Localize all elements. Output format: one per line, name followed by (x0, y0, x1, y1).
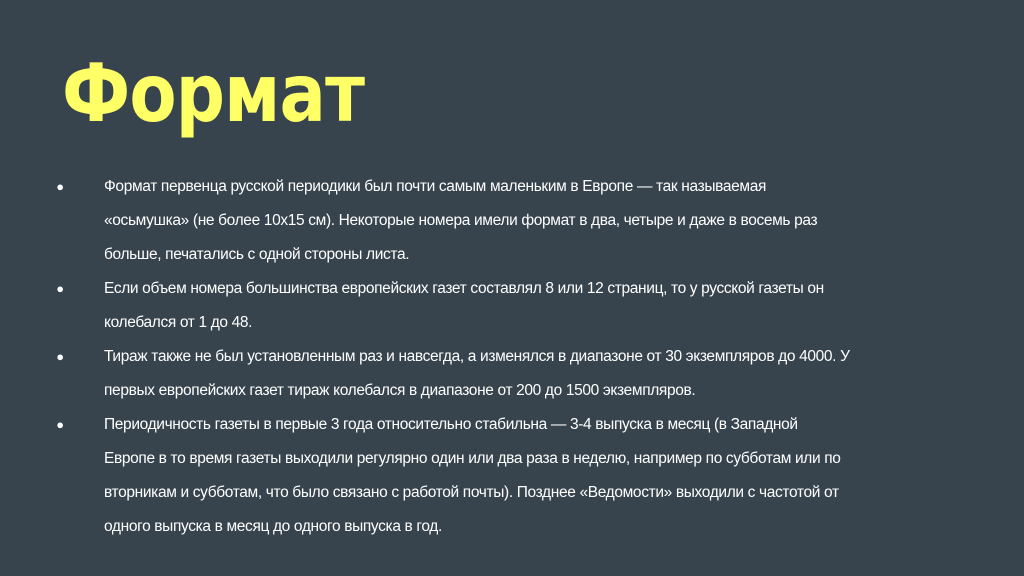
bullet-dot-icon: ● (56, 417, 64, 432)
bullet-dot-icon: ● (56, 281, 64, 296)
bullet-list (52, 170, 852, 544)
bullet-item-circulation (52, 340, 852, 408)
slide-title: Формат (62, 47, 365, 140)
bullet-text: Тираж также не был установленным раз и навсегда, а изменялся в диапазоне от 30 экземпляров до 4000. У первых европейских газет тираж колебался в диапазоне от 200 до 1500 экземпляров. (104, 348, 850, 399)
bullet-text: Периодичность газеты в первые 3 года относительно стабильна — 3-4 выпуска в месяц (в Западной Европе в то время газеты выходили регулярно один или два раза в неделю, например по субботам или по вторникам и субботам, что было связано с работой почты). Позднее «Ведомости» выходили с частотой от одного выпуска в месяц до одного выпуска в год. (104, 416, 841, 535)
bullet-item-format (52, 170, 852, 272)
bullet-item-pages (52, 272, 852, 340)
bullet-text: Если объем номера большинства европейских газет составлял 8 или 12 страниц, то у русской газеты он колебался от 1 до 48. (104, 280, 824, 331)
bullet-text: Формат первенца русской периодики был почти самым маленьким в Европе — так называемая «осьмушка» (не более 10х15 см). Некоторые номера имели формат в два, четыре и даже в восемь раз больше, печатались с одной стороны листа. (104, 178, 818, 263)
bullet-item-periodicity (52, 408, 852, 544)
bullet-dot-icon: ● (56, 179, 64, 194)
bullet-dot-icon: ● (56, 349, 64, 364)
